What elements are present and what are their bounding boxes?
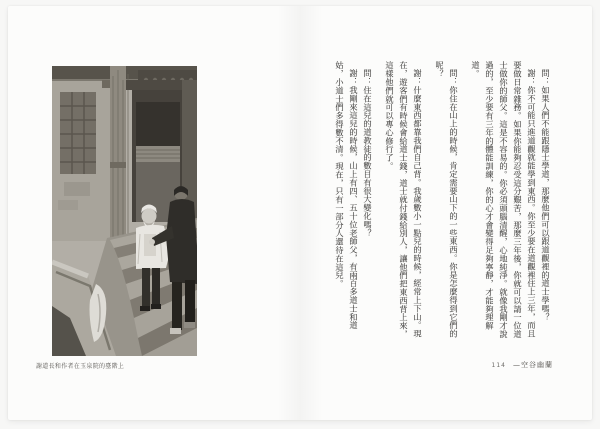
interview-answer-1: 謝：你不可能只進道觀就能學到東西。你至少要在道觀裡住上三年，而且要做日常雜務。如果你能夠忍受這分艱苦，那麼三年後，你就可以請一位道士做你的師父。這是不容易的。你必須頭腦清醒，心地純淨。就像我剛才說過的，至少要有三年的體能訓練，你的心才會變得足夠寧靜，才能夠理解道。 — [471, 61, 537, 339]
temple-steps-photo-art — [52, 66, 197, 356]
interview-text-block — [335, 61, 553, 339]
interview-answer-3: 謝：我剛來這兒的時候，山上有四、五十位老師父，有兩百多道士和道姑，小道士們多得數不清。現在，只有一部分人還待在這兒。 — [335, 61, 359, 330]
interview-question-2: 問：你住在山上的時候，肯定需要山下的一些東西。你是怎麼得到它們的呢？ — [435, 61, 459, 339]
temple-steps-photo — [52, 66, 197, 356]
interview-question-3: 問：住在這兒的道教徒的數目有很大變化嗎？ — [363, 69, 373, 238]
interview-answer-2: 謝：什麼東西都靠我們自己背。我歲數小一點兒的時候，經常上下山。現在，遊客們有時候會給道士錢，道士就付錢給別人，讓他們把東西背上來，這樣他們就可以專心修行了。 — [385, 61, 423, 339]
interview-question-1: 問：如果人們不能跟隱士學道，那麼他們可以跟道觀裡的道士學嗎？ — [541, 69, 551, 322]
running-title: —空谷幽蘭 — [513, 361, 553, 369]
page-number: 114 — [491, 362, 506, 369]
page-footer — [492, 360, 553, 370]
book-gutter-shadow — [277, 6, 323, 420]
photo-caption: 謝道長和作者在玉泉院的臺階上 — [36, 363, 125, 370]
